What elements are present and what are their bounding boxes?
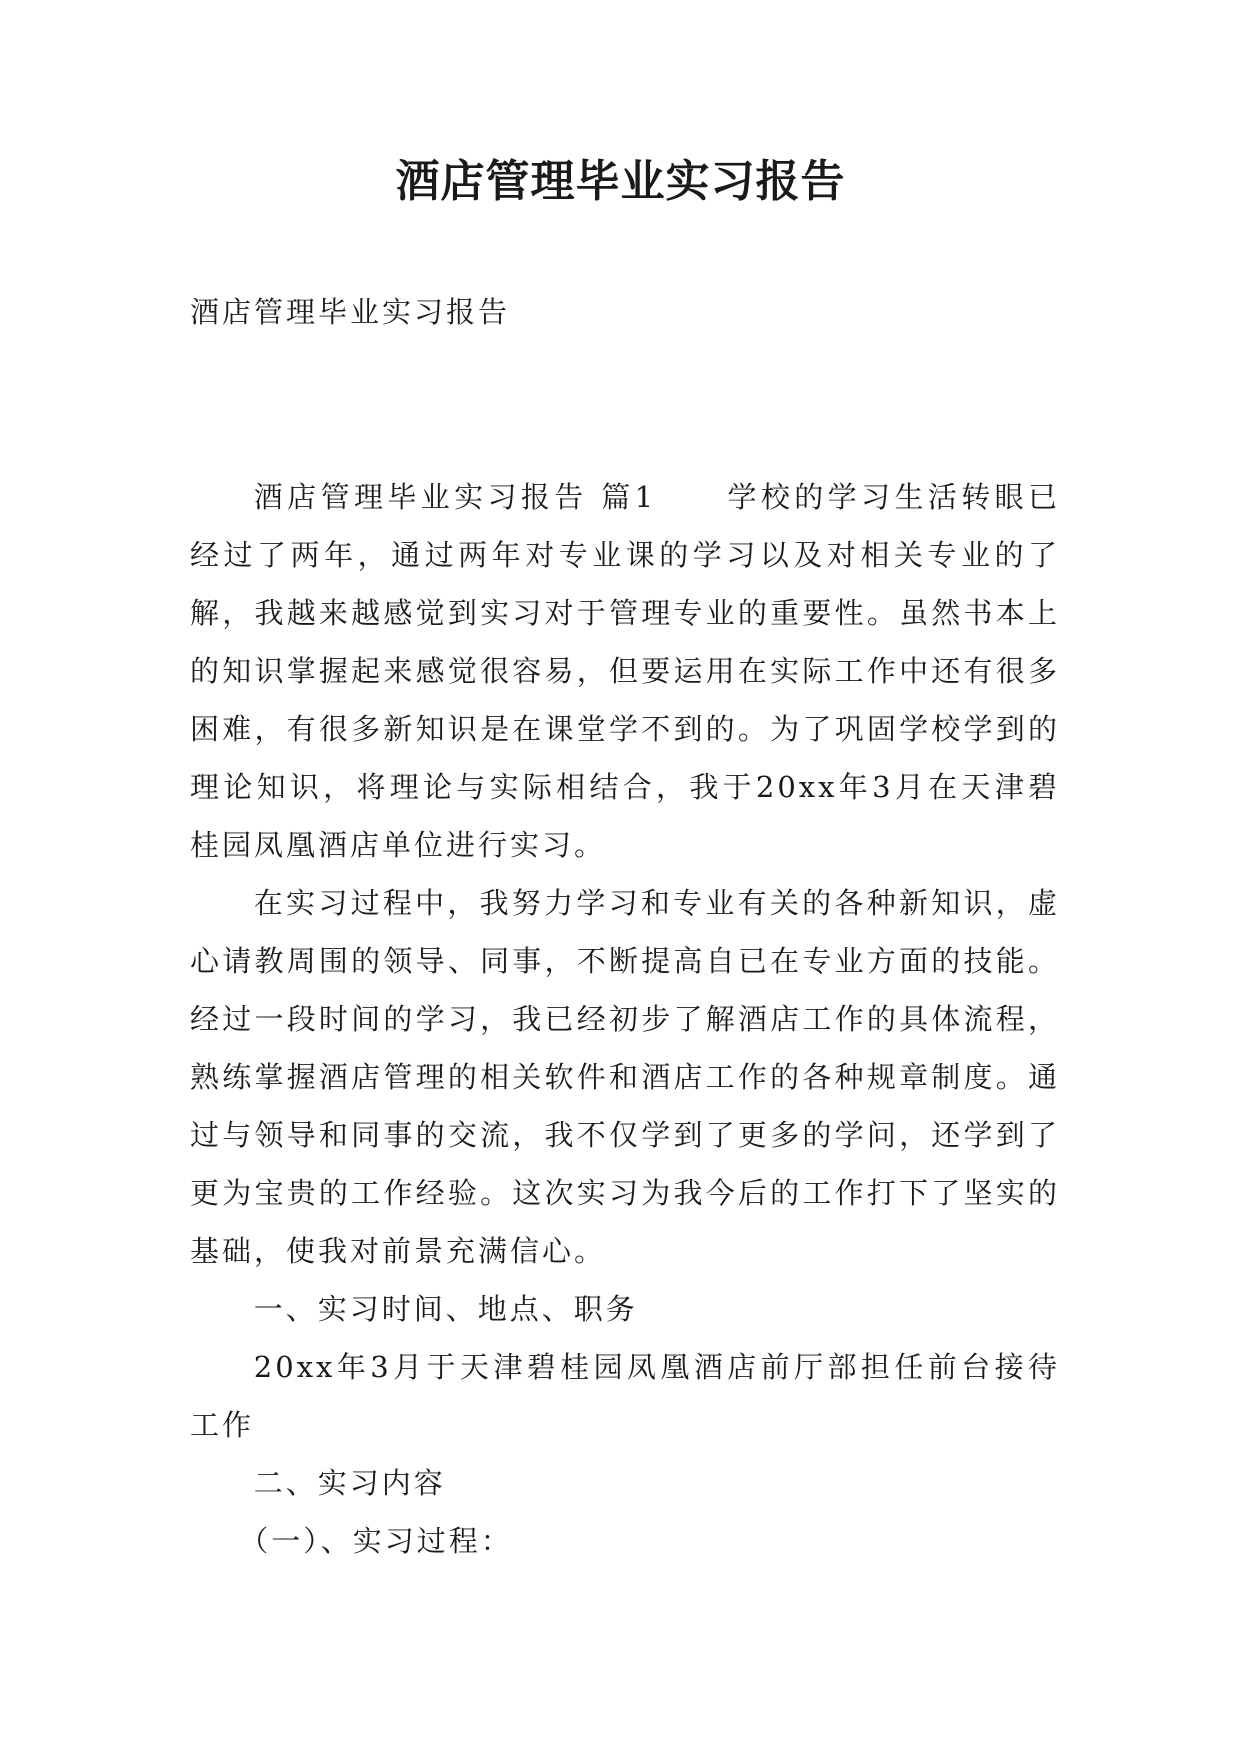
document-title: 酒店管理毕业实习报告 [395, 156, 846, 207]
document-body [190, 468, 1060, 1570]
section-lead: 酒店管理毕业实习报告 篇1 [253, 480, 657, 514]
paragraph-text: 学校的学习生活转眼已经过了两年，通过两年对专业课的学习以及对相关专业的了解，我越来越感觉到实习对于管理专业的重要性。虽然书本上的知识掌握起来感觉很容易，但要运用在实际工作中还有很多困难，有很多新知识是在课堂学不到的。为了巩固学校学到的理论知识，将理论与实际相结合，我于20xx年3月在天津碧桂园凤凰酒店单位进行实习。 [190, 480, 1060, 862]
paragraph-internship-process: 在实习过程中，我努力学习和专业有关的各种新知识，虚心请教周围的领导、同事，不断提高自已在专业方面的技能。经过一段时间的学习，我已经初步了解酒店工作的具体流程，熟练掌握酒店管理的相关软件和酒店工作的各种规章制度。通过与领导和同事的交流，我不仅学到了更多的学问，还学到了更为宝贵的工作经验。这次实习为我今后的工作打下了坚实的基础，使我对前景充满信心。 [190, 886, 1060, 1268]
heading-time-place-role: 一、实习时间、地点、职务 [253, 1292, 638, 1326]
paragraph-time-place-role: 20xx年3月于天津碧桂园凤凰酒店前厅部担任前台接待工作 [190, 1350, 1060, 1442]
heading-internship-content: 二、实习内容 [253, 1466, 446, 1500]
document-subtitle: 酒店管理毕业实习报告 [190, 295, 511, 329]
subheading-internship-process: （一）、实习过程： [239, 1524, 513, 1558]
paragraph-intro [190, 468, 1060, 874]
